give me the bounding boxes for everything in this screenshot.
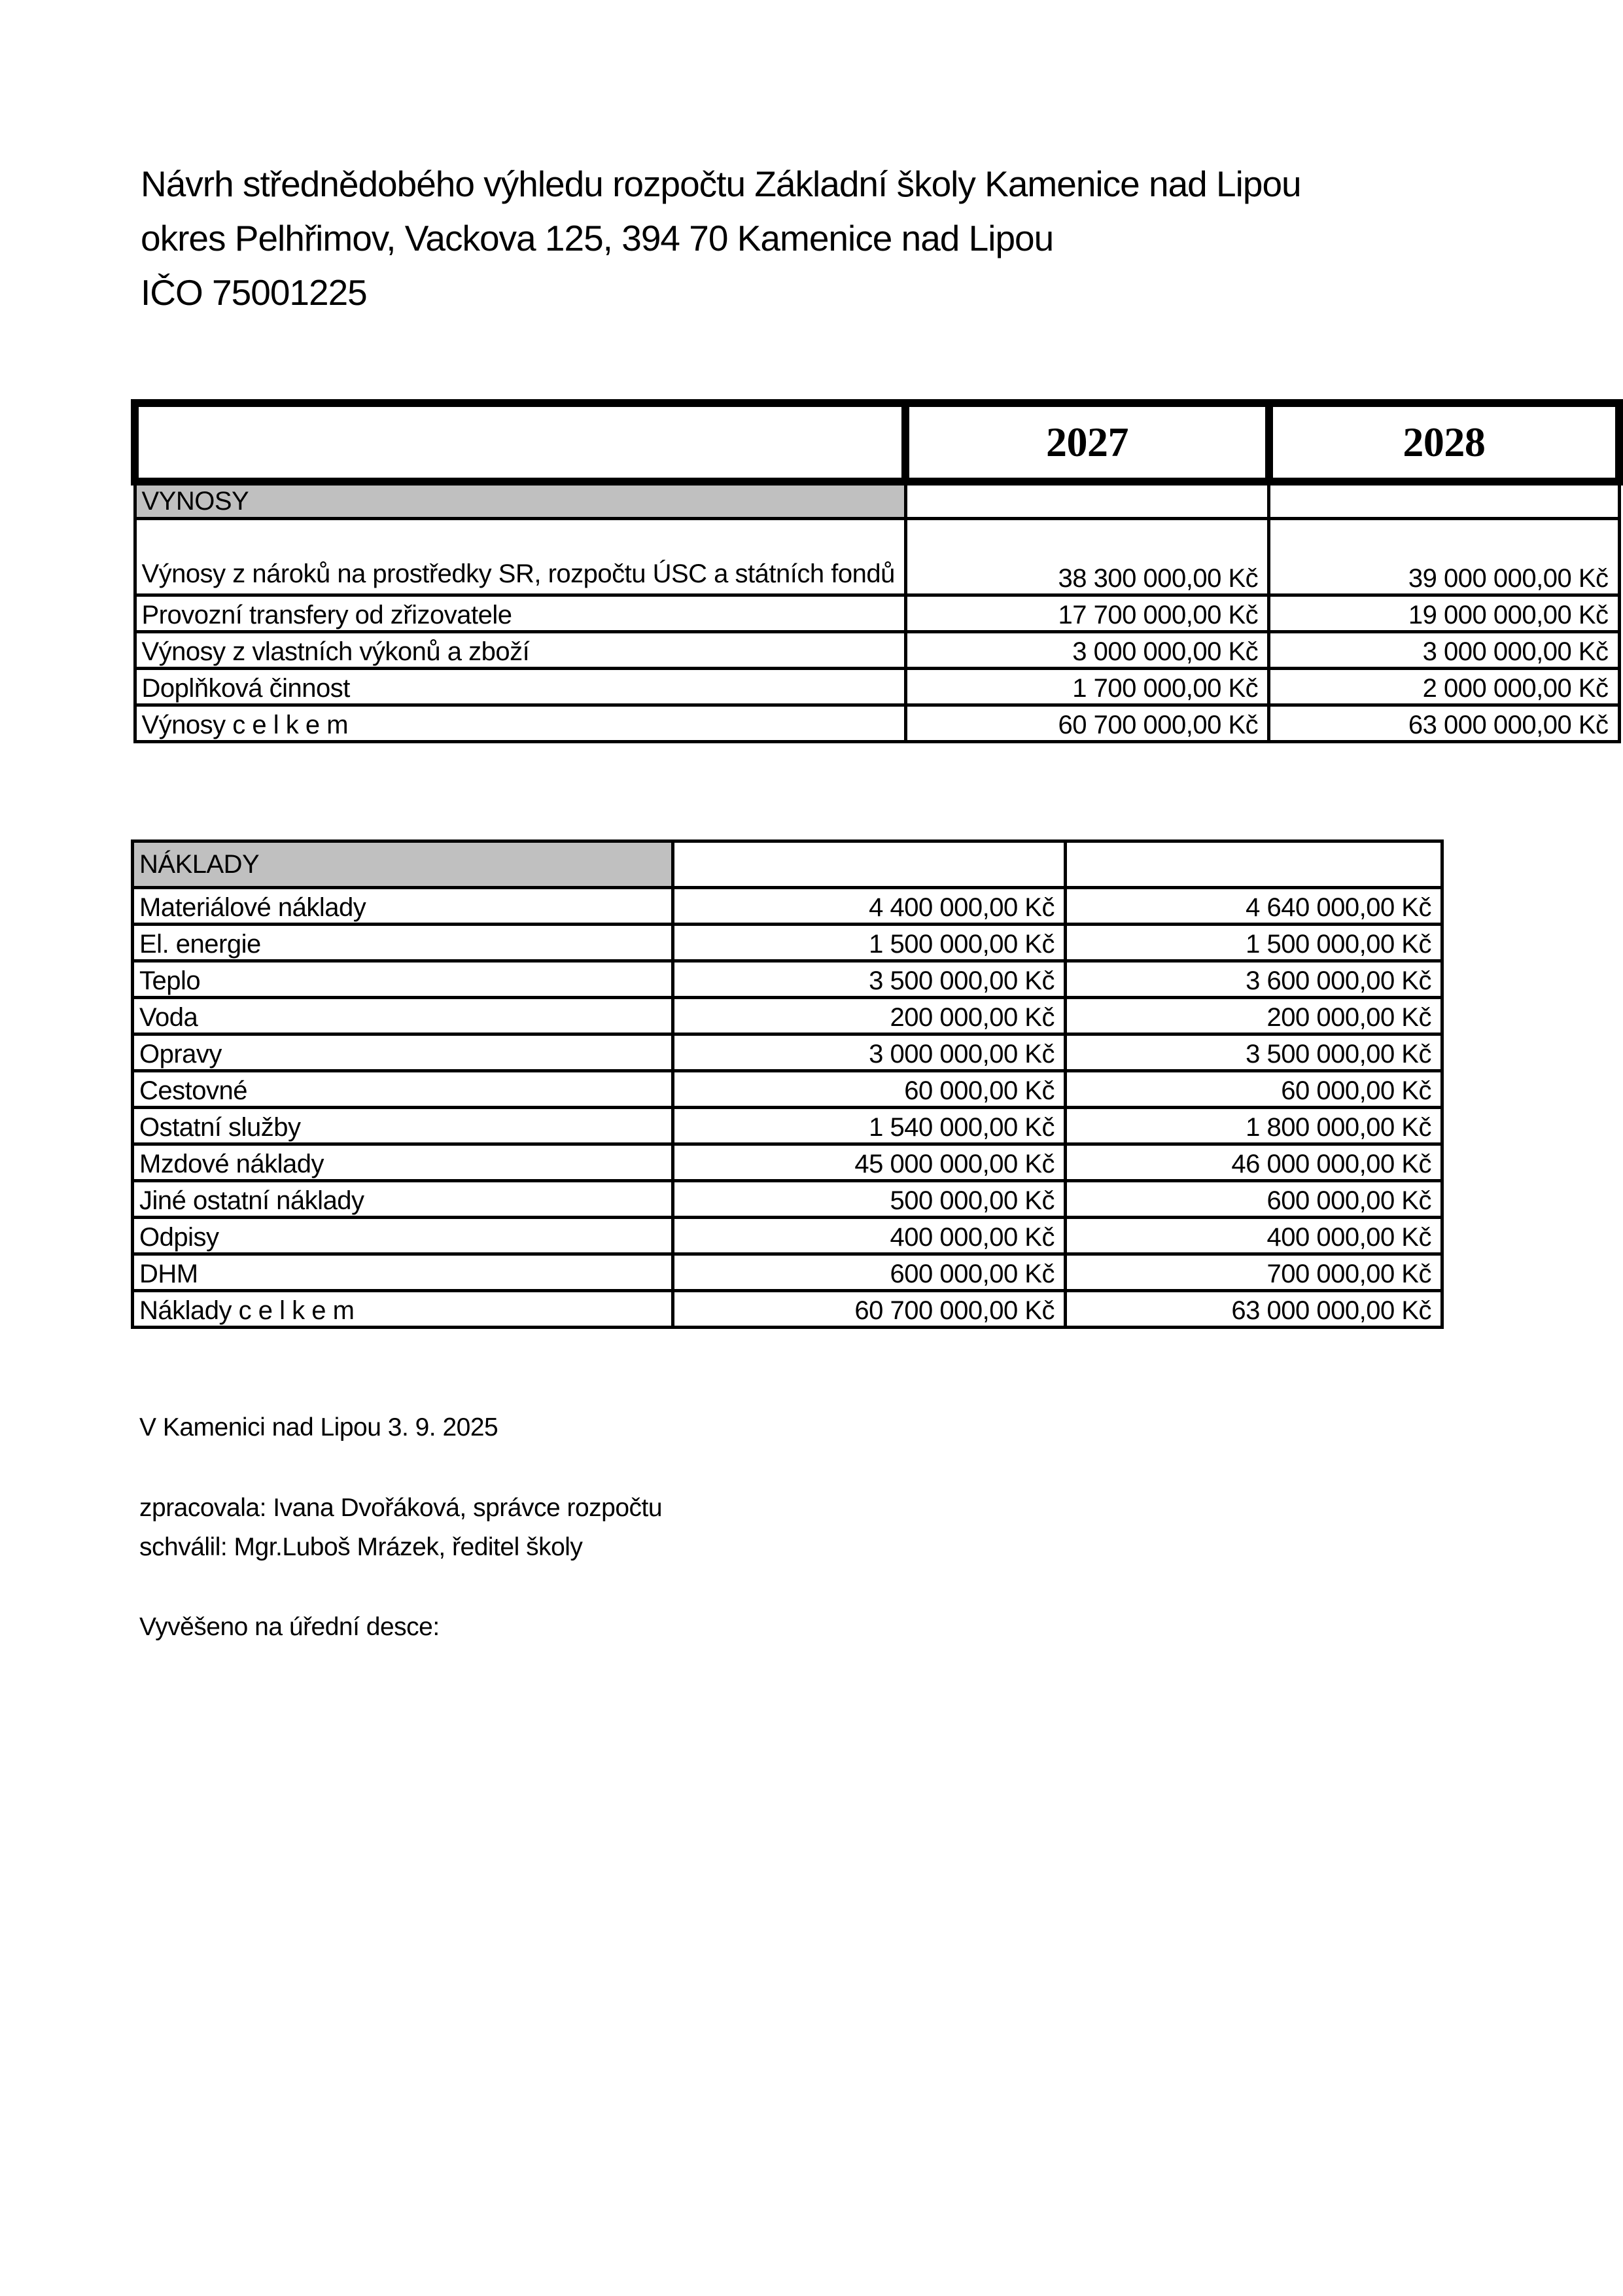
value-2028: 46 000 000,00 Kč — [1066, 1144, 1442, 1181]
table-row — [133, 1218, 1442, 1254]
row-label: Voda — [133, 998, 673, 1034]
value-2027: 60 700 000,00 Kč — [673, 1291, 1066, 1328]
row-label: Výnosy c e l k e m — [135, 705, 905, 742]
title-line-school: Návrh střednědobého výhledu rozpočtu Základní školy Kamenice nad Lipou — [141, 164, 1301, 204]
row-label: Opravy — [133, 1034, 673, 1071]
row-label: DHM — [133, 1254, 673, 1291]
year-header-2028: 2028 — [1269, 403, 1619, 482]
row-label: Mzdové náklady — [133, 1144, 673, 1181]
year-header-row — [135, 403, 1619, 482]
header-empty-cell — [135, 403, 905, 482]
value-2027: 60 700 000,00 Kč — [905, 705, 1268, 742]
value-2027: 1 540 000,00 Kč — [673, 1108, 1066, 1144]
table-row — [133, 888, 1442, 925]
table-row — [135, 595, 1619, 632]
revenue-table — [131, 399, 1623, 743]
row-label: Cestovné — [133, 1071, 673, 1108]
row-label: Materiálové náklady — [133, 888, 673, 925]
value-2028: 1 500 000,00 Kč — [1066, 925, 1442, 961]
value-2028: 63 000 000,00 Kč — [1066, 1291, 1442, 1328]
place-date: V Kamenici nad Lipou 3. 9. 2025 — [139, 1413, 498, 1441]
value-2028: 19 000 000,00 Kč — [1269, 595, 1619, 632]
table-row — [133, 1071, 1442, 1108]
value-2027: 1 500 000,00 Kč — [673, 925, 1066, 961]
value-2027: 45 000 000,00 Kč — [673, 1144, 1066, 1181]
table-row — [133, 1181, 1442, 1218]
value-2028: 600 000,00 Kč — [1066, 1181, 1442, 1218]
value-2027: 1 700 000,00 Kč — [905, 669, 1268, 705]
revenue-section-row — [135, 482, 1619, 519]
row-label: Provozní transfery od zřizovatele — [135, 595, 905, 632]
title-line-address: okres Pelhřimov, Vackova 125, 394 70 Kamenice nad Lipou — [141, 218, 1054, 258]
table-row — [133, 1254, 1442, 1291]
empty-cell — [1066, 841, 1442, 888]
value-2027: 600 000,00 Kč — [673, 1254, 1066, 1291]
value-2028: 200 000,00 Kč — [1066, 998, 1442, 1034]
costs-section-row — [133, 841, 1442, 888]
revenue-total-row — [135, 705, 1619, 742]
row-label: Doplňková činnost — [135, 669, 905, 705]
value-2028: 60 000,00 Kč — [1066, 1071, 1442, 1108]
value-2028: 2 000 000,00 Kč — [1269, 669, 1619, 705]
costs-table — [131, 839, 1444, 1329]
value-2028: 4 640 000,00 Kč — [1066, 888, 1442, 925]
title-line-ico: IČO 75001225 — [141, 272, 367, 313]
table-row — [135, 669, 1619, 705]
revenue-section-label: VYNOSY — [135, 482, 905, 519]
table-row — [135, 519, 1619, 595]
table-row — [133, 961, 1442, 998]
row-label: Výnosy z vlastních výkonů a zboží — [135, 632, 905, 669]
value-2028: 3 600 000,00 Kč — [1066, 961, 1442, 998]
value-2028: 63 000 000,00 Kč — [1269, 705, 1619, 742]
value-2028: 700 000,00 Kč — [1066, 1254, 1442, 1291]
value-2028: 3 500 000,00 Kč — [1066, 1034, 1442, 1071]
table-row — [133, 925, 1442, 961]
costs-total-row — [133, 1291, 1442, 1328]
value-2027: 17 700 000,00 Kč — [905, 595, 1268, 632]
value-2028: 400 000,00 Kč — [1066, 1218, 1442, 1254]
value-2027: 3 000 000,00 Kč — [905, 632, 1268, 669]
table-row — [133, 1034, 1442, 1071]
costs-section-label: NÁKLADY — [133, 841, 673, 888]
value-2027: 3 500 000,00 Kč — [673, 961, 1066, 998]
value-2028: 1 800 000,00 Kč — [1066, 1108, 1442, 1144]
year-header-2027: 2027 — [905, 403, 1268, 482]
table-row — [135, 632, 1619, 669]
value-2027: 200 000,00 Kč — [673, 998, 1066, 1034]
approved-by: schválil: Mgr.Luboš Mrázek, ředitel školy — [139, 1533, 583, 1561]
table-row — [133, 998, 1442, 1034]
value-2027: 60 000,00 Kč — [673, 1071, 1066, 1108]
value-2028: 3 000 000,00 Kč — [1269, 632, 1619, 669]
value-2027: 3 000 000,00 Kč — [673, 1034, 1066, 1071]
table-row — [133, 1108, 1442, 1144]
empty-cell — [1269, 482, 1619, 519]
row-label: Náklady c e l k e m — [133, 1291, 673, 1328]
row-label: Výnosy z nároků na prostředky SR, rozpočtu ÚSC a státních fondů — [135, 519, 905, 595]
row-label: Ostatní služby — [133, 1108, 673, 1144]
empty-cell — [905, 482, 1268, 519]
empty-cell — [673, 841, 1066, 888]
row-label: Teplo — [133, 961, 673, 998]
value-2027: 500 000,00 Kč — [673, 1181, 1066, 1218]
value-2028: 39 000 000,00 Kč — [1269, 519, 1619, 595]
row-label: Odpisy — [133, 1218, 673, 1254]
value-2027: 38 300 000,00 Kč — [905, 519, 1268, 595]
prepared-by: zpracovala: Ivana Dvořáková, správce rozpočtu — [139, 1494, 663, 1522]
row-label: El. energie — [133, 925, 673, 961]
value-2027: 4 400 000,00 Kč — [673, 888, 1066, 925]
row-label: Jiné ostatní náklady — [133, 1181, 673, 1218]
table-row — [133, 1144, 1442, 1181]
value-2027: 400 000,00 Kč — [673, 1218, 1066, 1254]
document-title — [141, 157, 1301, 320]
posted-notice: Vyvěšeno na úřední desce: — [139, 1613, 440, 1641]
